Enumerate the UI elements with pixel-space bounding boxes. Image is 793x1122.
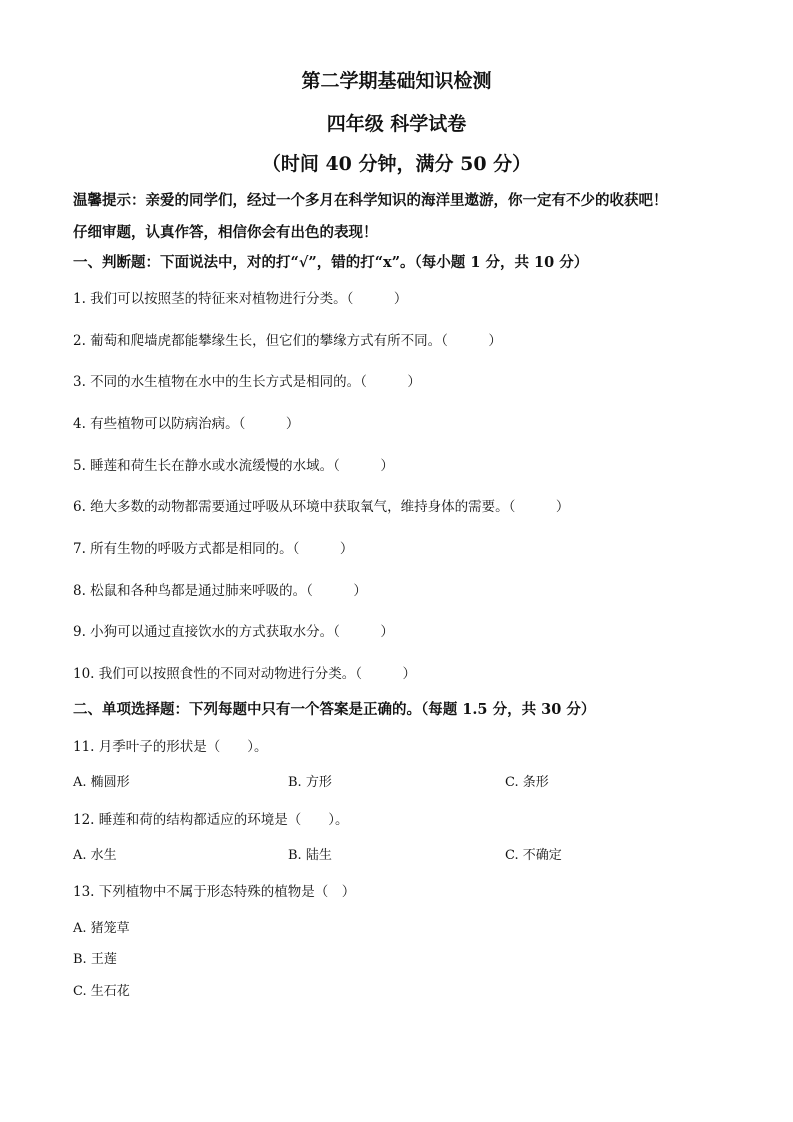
question-item: 5. 睡莲和荷生长在静水或水流缓慢的水域。（ ）	[73, 458, 394, 474]
question-item: 9. 小狗可以通过直接饮水的方式获取水分。（ ）	[73, 624, 394, 640]
question-12-option-a: A. 水生	[73, 848, 117, 863]
question-13-option-c: C. 生石花	[73, 984, 130, 999]
section-1-heading: 一、判断题：下面说法中，对的打“√”，错的打“x”。（每小题 1 分，共 10 分）	[73, 254, 589, 271]
tips-line-2: 仔细审题，认真作答，相信你会有出色的表现！	[73, 224, 378, 241]
question-11-option-c: C. 条形	[505, 775, 549, 790]
question-item: 1. 我们可以按照茎的特征来对植物进行分类。（ ）	[73, 291, 408, 307]
question-11-option-a: A. 椭圆形	[73, 775, 130, 790]
section-2-heading: 二、单项选择题：下列每题中只有一个答案是正确的。（每题 1.5 分，共 30 分）	[73, 701, 596, 718]
question-13-option-b: B. 王莲	[73, 952, 117, 967]
question-11-option-b: B. 方形	[288, 775, 332, 790]
question-13-option-a: A. 猪笼草	[73, 921, 130, 936]
question-item: 4. 有些植物可以防病治病。（ ）	[73, 416, 300, 432]
question-13-stem: 13. 下列植物中不属于形态特殊的植物是（ ）	[73, 884, 356, 900]
question-12-stem: 12. 睡莲和荷的结构都适应的环境是（ ）。	[73, 812, 349, 828]
page-subtitle: 四年级 科学试卷	[326, 113, 467, 135]
question-item: 7. 所有生物的呼吸方式都是相同的。（ ）	[73, 541, 354, 557]
tips-line-1: 温馨提示：亲爱的同学们，经过一个多月在科学知识的海洋里遨游，你一定有不少的收获吧！	[73, 192, 668, 209]
question-12-option-c: C. 不确定	[505, 848, 562, 863]
time-info: （时间 40 分钟，满分 50 分）	[261, 153, 532, 175]
question-item: 2. 葡萄和爬墙虎都能攀缘生长，但它们的攀缘方式有所不同。（ ）	[73, 333, 502, 349]
page-title: 第二学期基础知识检测	[301, 70, 492, 92]
question-11-stem: 11. 月季叶子的形状是（ ）。	[73, 739, 268, 755]
question-item: 10. 我们可以按照食性的不同对动物进行分类。（ ）	[73, 666, 417, 682]
question-item: 8. 松鼠和各种鸟都是通过肺来呼吸的。（ ）	[73, 583, 367, 599]
question-12-option-b: B. 陆生	[288, 848, 332, 863]
question-item: 3. 不同的水生植物在水中的生长方式是相同的。（ ）	[73, 374, 421, 390]
question-item: 6. 绝大多数的动物都需要通过呼吸从环境中获取氧气，维持身体的需要。（ ）	[73, 499, 570, 515]
